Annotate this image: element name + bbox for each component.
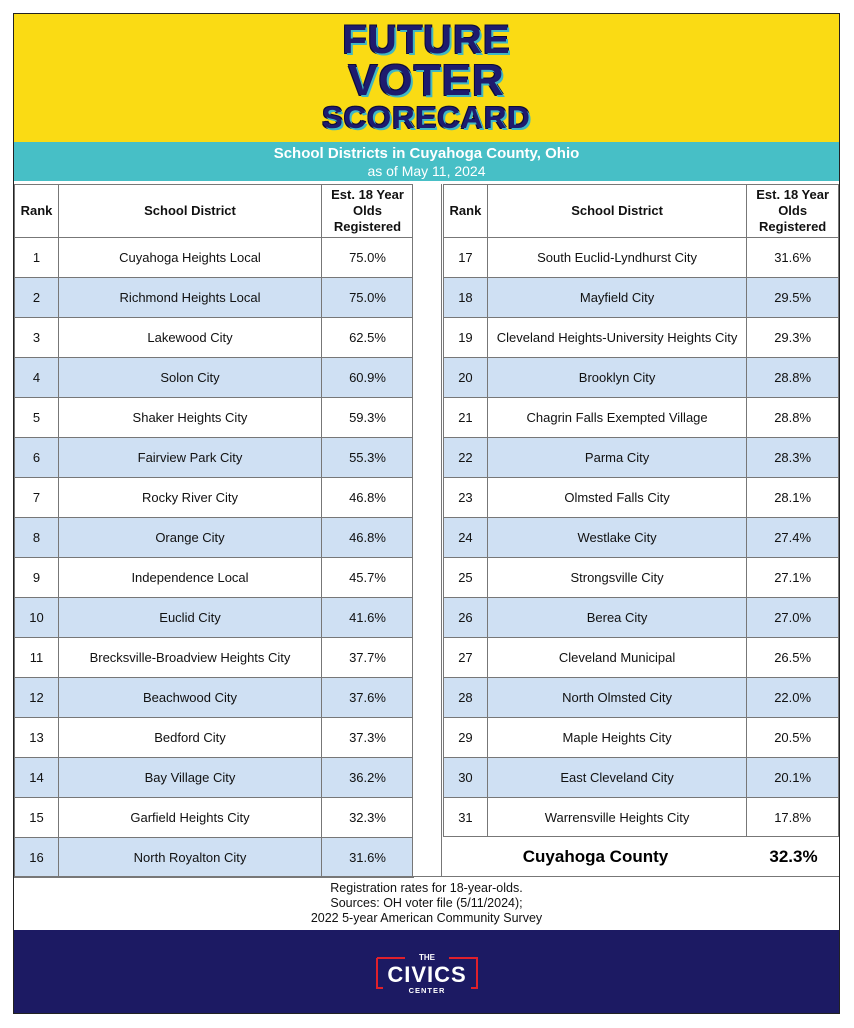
district-cell: Brooklyn City <box>487 358 746 398</box>
table-row <box>444 798 839 838</box>
rank-cell: 28 <box>444 678 488 718</box>
source-notes <box>14 876 839 930</box>
title-line-3: SCORECARD <box>322 100 531 135</box>
pct-cell: 55.3% <box>322 438 414 478</box>
district-cell: Bedford City <box>59 718 322 758</box>
district-cell: Cleveland Heights-University Heights City <box>487 318 746 358</box>
table-row <box>15 838 414 878</box>
rank-cell: 19 <box>444 318 488 358</box>
district-cell: North Royalton City <box>59 838 322 878</box>
pct-cell: 29.5% <box>747 278 839 318</box>
table-row <box>444 278 839 318</box>
rank-cell: 1 <box>15 238 59 278</box>
pct-header-line-1: Est. 18 Year <box>756 187 830 202</box>
logo-main-text: CIVICS <box>387 962 467 987</box>
table-row <box>15 478 414 518</box>
district-cell: Berea City <box>487 598 746 638</box>
district-cell: Cleveland Municipal <box>487 638 746 678</box>
table-row <box>15 238 414 278</box>
rank-cell: 4 <box>15 358 59 398</box>
rank-cell: 18 <box>444 278 488 318</box>
table-row <box>15 558 414 598</box>
table-row <box>15 798 414 838</box>
pct-cell: 36.2% <box>322 758 414 798</box>
table-row <box>444 238 839 278</box>
district-cell: Shaker Heights City <box>59 398 322 438</box>
date-line: as of May 11, 2024 <box>367 163 486 179</box>
pct-cell: 62.5% <box>322 318 414 358</box>
county-name: Cuyahoga County <box>522 847 669 866</box>
subtitle: School Districts in Cuyahoga County, Ohio <box>273 145 580 162</box>
district-cell: Chagrin Falls Exempted Village <box>487 398 746 438</box>
column-gap <box>412 184 442 876</box>
table-row <box>444 438 839 478</box>
pct-cell: 27.4% <box>747 518 839 558</box>
pct-cell: 37.6% <box>322 678 414 718</box>
pct-cell: 20.5% <box>747 718 839 758</box>
pct-cell: 37.7% <box>322 638 414 678</box>
rank-cell: 15 <box>15 798 59 838</box>
district-cell: Lakewood City <box>59 318 322 358</box>
rank-cell: 6 <box>15 438 59 478</box>
rank-cell: 11 <box>15 638 59 678</box>
rank-cell: 7 <box>15 478 59 518</box>
table-row <box>444 478 839 518</box>
table-row <box>15 598 414 638</box>
rank-cell: 2 <box>15 278 59 318</box>
rank-cell: 3 <box>15 318 59 358</box>
district-cell: Olmsted Falls City <box>487 478 746 518</box>
rank-cell: 16 <box>15 838 59 878</box>
table-row <box>444 678 839 718</box>
table-row <box>444 718 839 758</box>
title-line-1: FUTURE <box>342 18 511 62</box>
district-cell: Richmond Heights Local <box>59 278 322 318</box>
table-row <box>15 758 414 798</box>
table-row <box>444 598 839 638</box>
rank-cell: 23 <box>444 478 488 518</box>
rank-cell: 31 <box>444 798 488 838</box>
left-rank-table <box>14 184 414 878</box>
table-row <box>444 518 839 558</box>
district-cell: Westlake City <box>487 518 746 558</box>
pct-cell: 28.3% <box>747 438 839 478</box>
district-cell: Independence Local <box>59 558 322 598</box>
district-cell: Bay Village City <box>59 758 322 798</box>
title-line-2: VOTER <box>348 56 505 105</box>
table-row <box>15 278 414 318</box>
district-cell: Euclid City <box>59 598 322 638</box>
pct-cell: 27.1% <box>747 558 839 598</box>
rank-cell: 24 <box>444 518 488 558</box>
pct-cell: 37.3% <box>322 718 414 758</box>
pct-cell: 59.3% <box>322 398 414 438</box>
pct-cell: 28.8% <box>747 398 839 438</box>
rank-cell: 26 <box>444 598 488 638</box>
table-row <box>15 718 414 758</box>
district-cell: Orange City <box>59 518 322 558</box>
rank-cell: 10 <box>15 598 59 638</box>
pct-cell: 75.0% <box>322 278 414 318</box>
county-total-row <box>443 836 839 877</box>
pct-header <box>747 185 839 238</box>
table-row <box>444 318 839 358</box>
rank-header: Rank <box>444 185 488 238</box>
district-cell: Fairview Park City <box>59 438 322 478</box>
rank-cell: 30 <box>444 758 488 798</box>
rank-cell: 29 <box>444 718 488 758</box>
district-cell: North Olmsted City <box>487 678 746 718</box>
pct-header-line-2: Olds <box>353 203 382 218</box>
rank-cell: 25 <box>444 558 488 598</box>
table-row <box>15 398 414 438</box>
scorecard-title <box>14 20 839 134</box>
pct-header-line-2: Olds <box>778 203 808 218</box>
civics-center-logo <box>375 948 479 996</box>
district-header: School District <box>487 185 746 238</box>
table-row <box>444 558 839 598</box>
notes-line-1: Registration rates for 18-year-olds. <box>330 881 523 895</box>
rank-cell: 13 <box>15 718 59 758</box>
table-header <box>444 185 839 238</box>
pct-header-line-3: Registered <box>333 219 402 234</box>
rank-cell: 8 <box>15 518 59 558</box>
rank-cell: 17 <box>444 238 488 278</box>
table-row <box>15 518 414 558</box>
rank-cell: 12 <box>15 678 59 718</box>
pct-cell: 29.3% <box>747 318 839 358</box>
pct-cell: 31.6% <box>747 238 839 278</box>
district-cell: Parma City <box>487 438 746 478</box>
footer-band <box>14 930 839 1014</box>
pct-header-line-1: Est. 18 Year <box>331 187 404 202</box>
pct-cell: 32.3% <box>322 798 414 838</box>
logo-top-text: THE <box>419 953 435 962</box>
district-cell: Garfield Heights City <box>59 798 322 838</box>
district-cell: Solon City <box>59 358 322 398</box>
district-cell: Beachwood City <box>59 678 322 718</box>
pct-cell: 28.8% <box>747 358 839 398</box>
pct-cell: 46.8% <box>322 518 414 558</box>
county-pct: 32.3% <box>769 847 818 866</box>
notes-line-2: Sources: OH voter file (5/11/2024); <box>330 896 523 910</box>
table-row <box>444 758 839 798</box>
district-cell: Warrensville Heights City <box>487 798 746 838</box>
district-cell: South Euclid-Lyndhurst City <box>487 238 746 278</box>
pct-cell: 60.9% <box>322 358 414 398</box>
rank-header: Rank <box>15 185 59 238</box>
district-header: School District <box>59 185 322 238</box>
pct-cell: 46.8% <box>322 478 414 518</box>
pct-header <box>322 185 414 238</box>
table-row <box>15 438 414 478</box>
district-cell: Mayfield City <box>487 278 746 318</box>
scorecard <box>13 13 840 1014</box>
pct-cell: 17.8% <box>747 798 839 838</box>
rank-cell: 5 <box>15 398 59 438</box>
title-banner <box>14 14 839 142</box>
rank-cell: 27 <box>444 638 488 678</box>
pct-cell: 28.1% <box>747 478 839 518</box>
table-row <box>15 318 414 358</box>
table-row <box>444 358 839 398</box>
pct-cell: 75.0% <box>322 238 414 278</box>
rank-cell: 14 <box>15 758 59 798</box>
pct-cell: 27.0% <box>747 598 839 638</box>
district-cell: Cuyahoga Heights Local <box>59 238 322 278</box>
subtitle-band <box>14 142 839 181</box>
rank-cell: 9 <box>15 558 59 598</box>
district-cell: Brecksville-Broadview Heights City <box>59 638 322 678</box>
pct-cell: 22.0% <box>747 678 839 718</box>
pct-cell: 31.6% <box>322 838 414 878</box>
pct-cell: 45.7% <box>322 558 414 598</box>
notes-line-3: 2022 5-year American Community Survey <box>310 911 543 925</box>
pct-cell: 20.1% <box>747 758 839 798</box>
table-row <box>15 358 414 398</box>
rank-cell: 22 <box>444 438 488 478</box>
table-row <box>15 638 414 678</box>
logo-bottom-text: CENTER <box>408 986 446 995</box>
district-cell: Strongsville City <box>487 558 746 598</box>
table-row <box>15 678 414 718</box>
district-cell: Rocky River City <box>59 478 322 518</box>
table-row <box>444 398 839 438</box>
right-rank-table <box>443 184 839 838</box>
table-header <box>15 185 414 238</box>
district-cell: Maple Heights City <box>487 718 746 758</box>
pct-header-line-3: Registered <box>759 219 827 234</box>
pct-cell: 26.5% <box>747 638 839 678</box>
district-cell: East Cleveland City <box>487 758 746 798</box>
rank-cell: 21 <box>444 398 488 438</box>
table-row <box>444 638 839 678</box>
pct-cell: 41.6% <box>322 598 414 638</box>
rank-cell: 20 <box>444 358 488 398</box>
